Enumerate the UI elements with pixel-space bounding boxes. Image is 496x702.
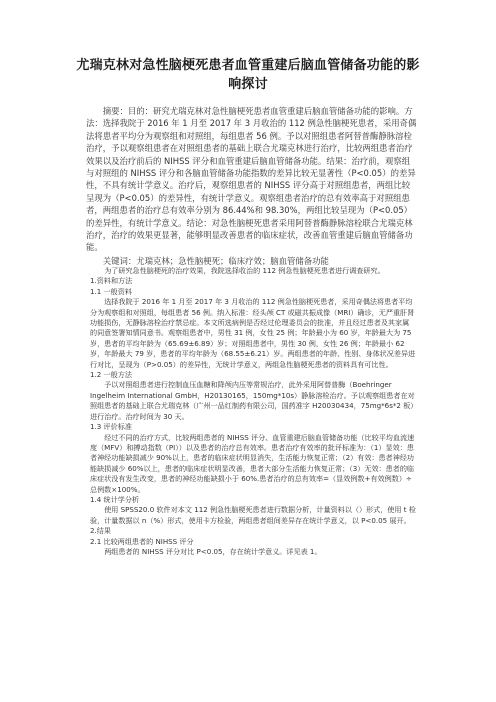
abstract-section <box>86 105 418 267</box>
abstract-text: 摘要：目的：研究尤瑞克林对急性脑梗死患者血管重建后脑血管储备功能的影响。方法：选择我院于 2016 年 1 月至 2017 年 3 月收治的 112 例急性脑梗死患者，采用奇偶法将患者平均分为观察组和对照组，每组患者 56 例。予以对照组患者阿替普酶静脉溶栓治疗，予以观察组患者在对照组患者的基础上联合尤瑞克林进行治疗，比较两组患者治疗效果以及治疗前后的 NIHSS 评分和血管重建后脑血管储备功能。结果：治疗前，观察组与对照组的 NIHSS 评分和各脑血管储备功能指数的差异比较无显著性（P<0.05）的差异性，不具有统计学意义。治疗后，观察组患者的 NIHSS 评分高于对照组患者，两组比较呈现为（P<0.05）的差异性，有统计学意义。观察组患者治疗的总有效率高于对照组患者，两组患者的治疗总有效率分别为 86.44%和 98.30%，两组比较呈现为（P<0.05）的差异性，有统计学意义。结论：对急性脑梗死患者采用阿替普酶静脉溶栓联合尤瑞克林治疗，治疗的效果更显著，能够明显改善患者的临床症状，改善血管重建后脑血管储备功能。 <box>86 106 417 253</box>
paragraph-statistics: 使用 SPSS20.0 软件对本文 112 例急性脑梗死患者进行数据分析，计量资料以（）形式，使用 t 检验，计量数据以 n（%）形式，使用卡方检验，两组患者组间差异存在统计学意义，以 P<0.05 展开。 <box>90 505 416 525</box>
subsection-heading-1-3: 1.3 评价标准 <box>90 422 132 432</box>
subsection-heading-1-4: 1.4 统计学分析 <box>90 494 140 504</box>
paragraph-general-data: 选择我院于 2016 年 1 月至 2017 年 3 月收治的 112 例急性脑梗死患者，采用奇偶法将患者平均分为观察组和对照组，每组患者 56 例。纳入标准：经头颅 CT 或磁共振成像（MRI）确诊，无严重肝肾功能损伤，无静脉溶栓治疗禁忌症。本文所选病例是否经过伦理委员会的批准，并且经过患者及其家属的同意签署知情同意书。观察组患者中，男性 31 例，女性 25 例；年龄最小为 60 岁，年龄最大为 75 岁，患者的平均年龄为（65.69±6.89）岁；对照组患者中，男性 30 例，女性 26 例；年龄最小 62 岁，年龄最大 79 岁，患者的平均年龄为（68.55±6.21）岁。两组患者的年龄、性别、身体状况差异进行对比，呈现为（P>0.05）的差异性，无统计学意义，两组急性脑梗死患者的资料具有可比性。 <box>90 297 416 369</box>
paragraph-evaluation-criteria: 经过不同的治疗方式，比较两组患者的 NIHSS 评分、血管重建后脑血管储备功能（比较平均血流速度（MFV）和搏动指数（PI））以及患者的治疗总有效率。患者治疗有效率的批评标准为：（1）显效：患者神经功能缺损减少 90%以上，患者的临床症状明显消失，生活能力恢复正常；（2）有效：患者神经功能缺损减少 60%以上，患者的临床症状明显改善，患者大部分生活能力恢复正常；（3）无效：患者的临床症状没有发生改变，患者的神经功能缺损小于 60%.患者治疗的总有效率=（显效例数+有效例数）÷总例数×100%。 <box>90 432 415 494</box>
keywords: 关键词：尤瑞克林；急性脑梗死；临床疗效；脑血管储备功能 <box>102 255 329 266</box>
body-section <box>90 266 416 557</box>
subsection-heading-1-1: 1.1 一般资料 <box>90 286 132 296</box>
section-heading-2: 2.结果 <box>90 526 111 536</box>
subsection-heading-1-2: 1.2 一般方法 <box>90 370 132 380</box>
paragraph-general-method: 予以对照组患者进行控制血压血糖和降颅内压等常规治疗，此外采用阿替普酶（Boehringer Ingelheim International GmbH，H20130165，150mg*10s）静脉溶栓治疗。予以观察组患者在对照组患者的基础上联合尤瑞克林（广州一品红制药有限公司，国药准字 H20030434，75mg*6s*2 板）进行治疗。治疗时间为 30 天。 <box>90 380 415 421</box>
paper-title: 尤瑞克林对急性脑梗死患者血管重建后脑血管储备功能的影响探讨 <box>76 58 420 92</box>
paragraph-results: 两组患者的 NIHSS 评分对比 P<0.05，存在统计学意义。详见表 1。 <box>104 546 322 556</box>
subsection-heading-2-1: 2.1 比较两组患者的 NIHSS 评分 <box>90 536 194 546</box>
intro-paragraph: 为了研究急性脑梗死的治疗效果，我院选择收治的 112 例急性脑梗死患者进行调查研究。 <box>104 266 385 275</box>
section-heading-1: 1.资料和方法 <box>90 276 133 286</box>
